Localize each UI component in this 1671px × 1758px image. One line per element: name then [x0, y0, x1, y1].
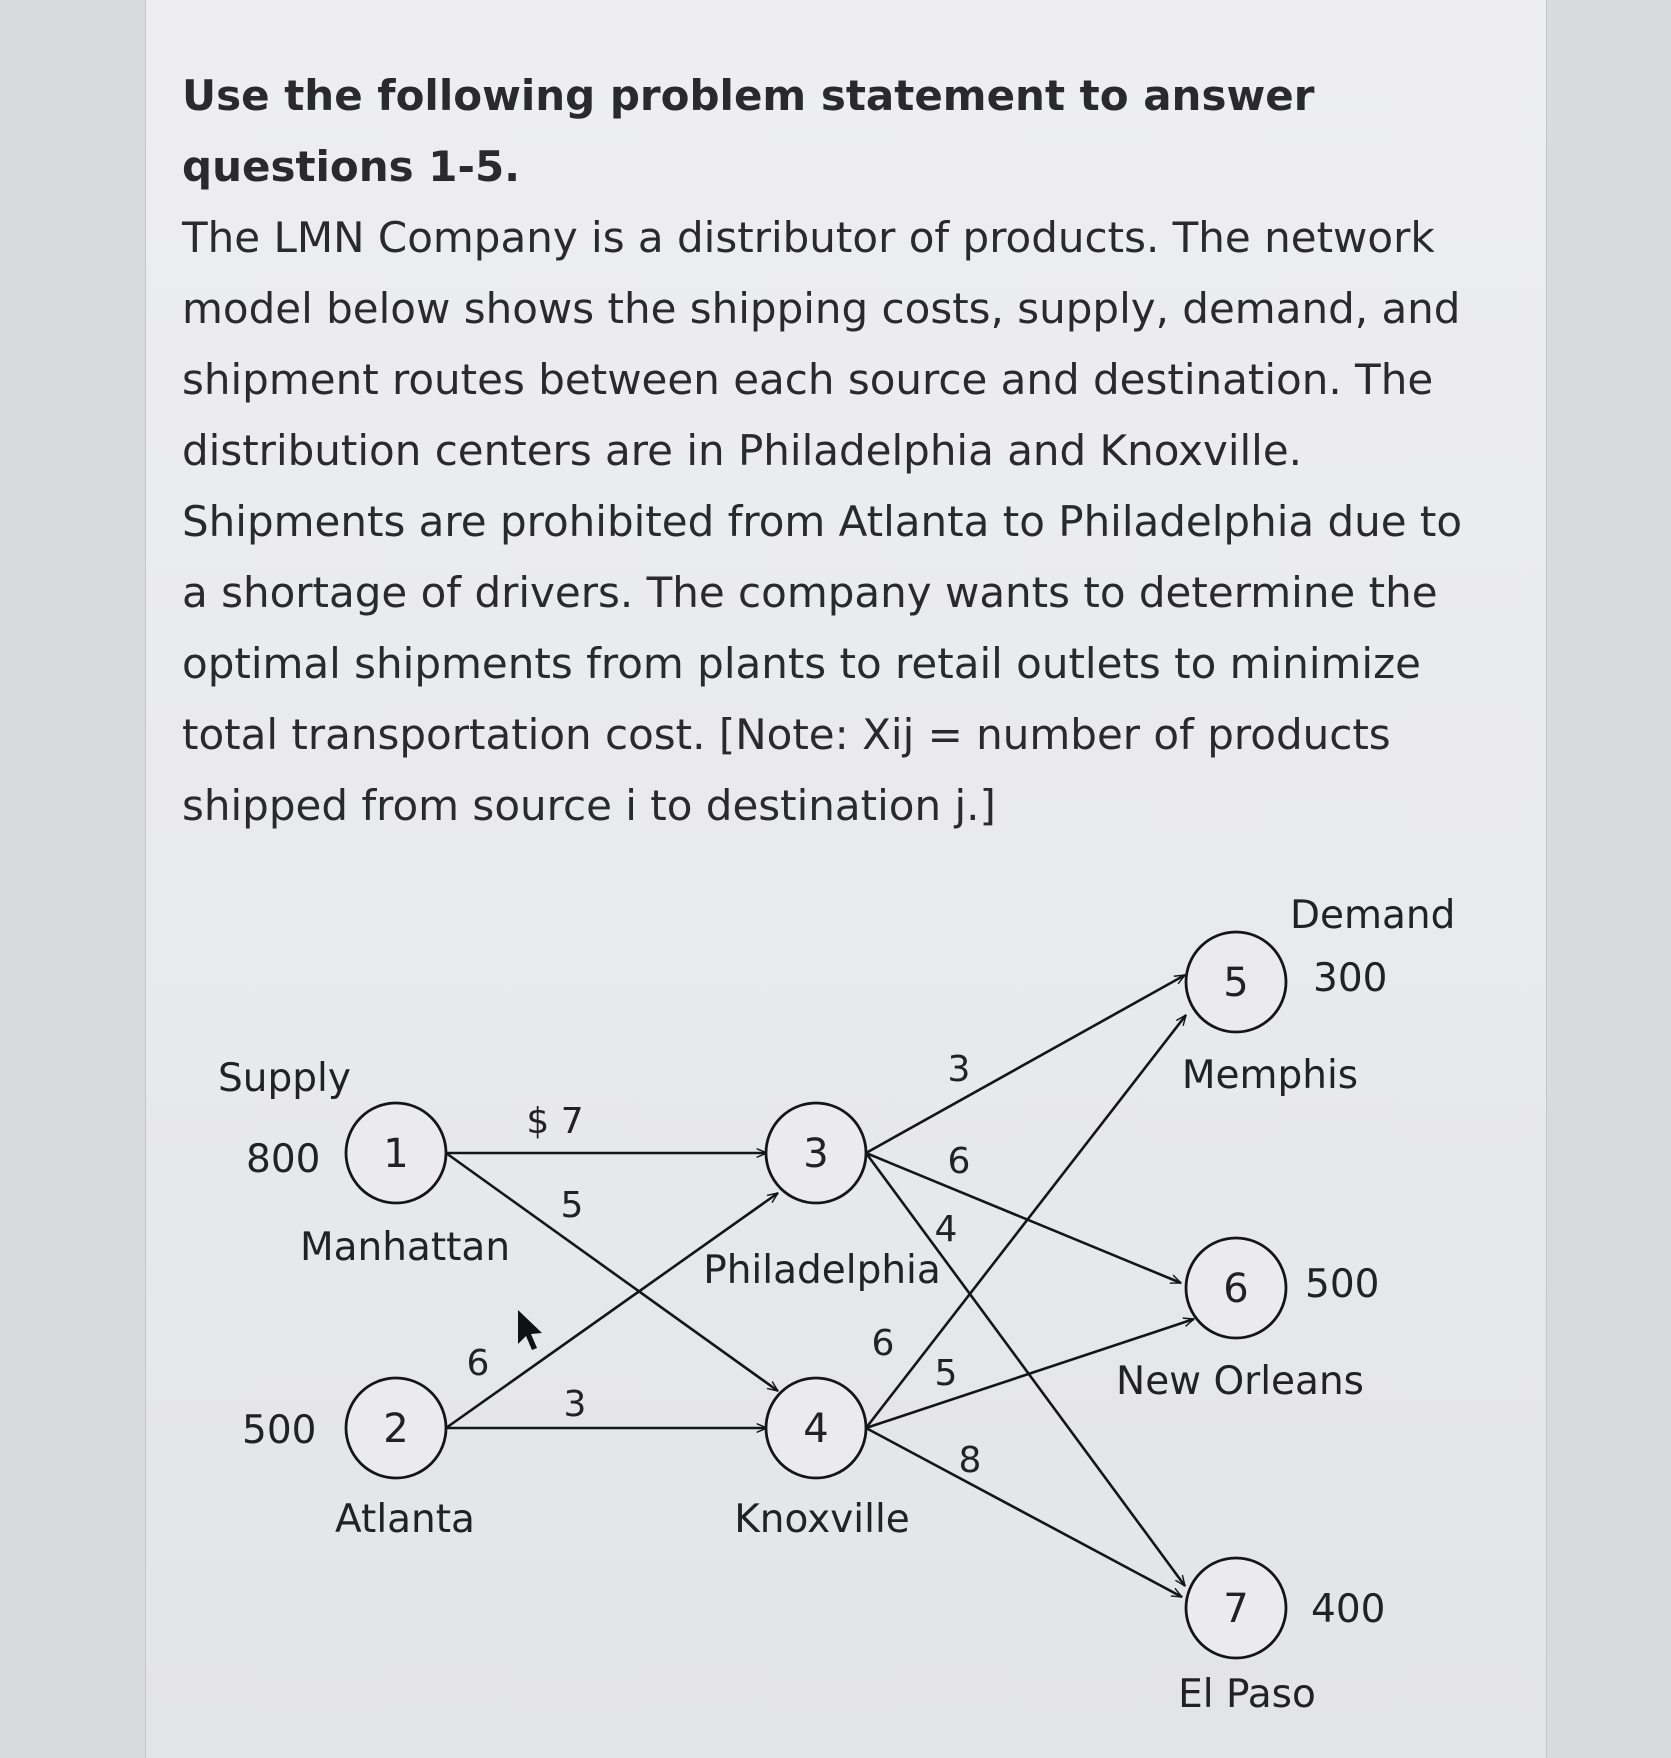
cost-3-5: 3	[947, 1049, 971, 1090]
supply-amount-2: 500	[242, 1408, 317, 1453]
demand-amount-5: 300	[1313, 956, 1388, 1001]
problem-heading: Use the following problem statement to answer questions 1-5.	[182, 71, 1315, 191]
demand-amount-7: 400	[1311, 1587, 1386, 1632]
city-label-5: Memphis	[1181, 1053, 1359, 1098]
nodes	[346, 932, 1286, 1658]
node-3-id: 3	[803, 1131, 829, 1177]
cost-3-6: 6	[947, 1141, 971, 1182]
node-4	[766, 1378, 866, 1478]
edge-4-7	[866, 1428, 1182, 1597]
demand-amount-6: 500	[1305, 1262, 1380, 1307]
node-6	[1186, 1238, 1286, 1338]
node-7-id: 7	[1223, 1586, 1249, 1632]
node-3	[766, 1103, 866, 1203]
node-1	[346, 1103, 446, 1203]
problem-statement: The LMN Company is a distributor of products. The network model below shows the shipping costs, supply, demand, and shipment routes between each source and destination. The distribution centers are in Philadelphia and Knoxville. Shipments are prohibited from Atlanta to Philadelphia due to a shortage of drivers. The company wants to determine the optimal shipments from plants to retail outlets to minimize total transportation cost. [Note: Xij = number of products shipped from source i to destination j.]	[182, 213, 1463, 830]
node-2	[346, 1378, 446, 1478]
city-label-6: New Orleans	[1116, 1359, 1364, 1404]
cost-4-5: 6	[871, 1323, 895, 1364]
supply-label: Supply	[218, 1056, 351, 1101]
node-7	[1186, 1558, 1286, 1658]
node-2-id: 2	[383, 1406, 409, 1452]
node-5	[1186, 932, 1286, 1032]
cost-2-3: 6	[466, 1343, 490, 1384]
node-1-id: 1	[383, 1131, 409, 1177]
cost-4-6: 5	[934, 1353, 958, 1394]
cost-3-7: 4	[934, 1209, 958, 1250]
demand-label: Demand	[1290, 893, 1456, 938]
city-label-1: Manhattan	[299, 1225, 511, 1270]
node-4-id: 4	[803, 1406, 829, 1452]
mouse-cursor-icon	[518, 1310, 542, 1350]
city-label-3: Philadelphia	[703, 1248, 941, 1293]
city-label-2: Atlanta	[335, 1497, 475, 1542]
cost-1-4: 5	[560, 1185, 584, 1226]
cost-2-4: 3	[563, 1384, 587, 1425]
edge-3-5	[866, 975, 1185, 1153]
node-6-id: 6	[1223, 1266, 1249, 1312]
cost-4-7: 8	[958, 1440, 982, 1481]
cost-1-3: $ 7	[526, 1101, 584, 1142]
node-5-id: 5	[1223, 960, 1249, 1006]
city-label-4: Knoxville	[734, 1497, 910, 1542]
city-label-7: El Paso	[1178, 1672, 1316, 1717]
supply-amount-1: 800	[246, 1137, 321, 1182]
